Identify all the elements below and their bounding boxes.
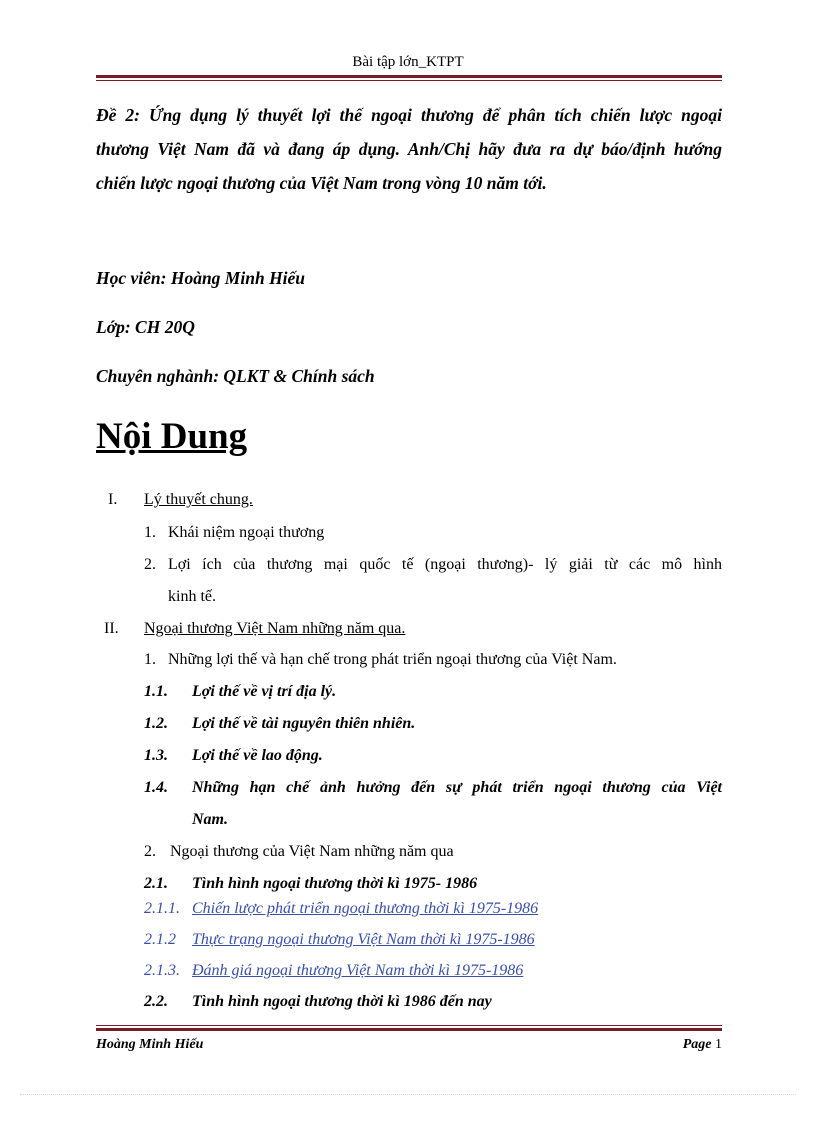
student-name: Học viên: Hoàng Minh Hiếu (96, 268, 306, 288)
assignment-line-3: chiến lược ngoại thương của Việt Nam trong vòng 10 năm tới. (96, 173, 547, 193)
page-number: 1 (715, 1037, 722, 1052)
toc-number: I. (108, 491, 118, 508)
toc-label: Tình hình ngoại thương thời kì 1975- 1986 (192, 875, 478, 892)
toc-label: Lợi thế về tài nguyên thiên nhiên. (192, 715, 416, 732)
toc-number: II. (104, 620, 119, 637)
toc-number: 1. (144, 524, 156, 541)
page-bottom-divider (20, 1094, 796, 1095)
toc-label: Những hạn chế ảnh hưởng đến sự phát triển ngoại thương của Việt (192, 779, 722, 796)
toc-label: Lợi thế về vị trí địa lý. (192, 683, 337, 700)
toc-number: 1.2. (144, 715, 168, 732)
footer-rule (96, 1025, 722, 1031)
toc-number: 2.1.3. (144, 962, 180, 979)
toc-label-continuation: kinh tế. (168, 588, 216, 605)
assignment-title (96, 98, 722, 200)
toc-number: 2.1.1. (144, 900, 180, 917)
footer-author: Hoàng Minh Hiếu (96, 1037, 204, 1052)
toc-number: 2.1.2 (144, 931, 176, 948)
toc-label: Ngoại thương Việt Nam những năm qua. (144, 620, 406, 637)
student-class: Lớp: CH 20Q (96, 317, 195, 337)
student-major: Chuyên nghành: QLKT & Chính sách (96, 366, 375, 386)
toc-label: Ngoại thương của Việt Nam những năm qua (170, 843, 454, 860)
toc-number: 2. (144, 556, 156, 573)
toc-label: Lý thuyết chung. (144, 491, 253, 508)
toc-label: Tình hình ngoại thương thời kì 1986 đến nay (192, 993, 492, 1010)
header-rule (96, 75, 722, 81)
toc-number: 1.3. (144, 747, 168, 764)
footer-page (683, 1037, 722, 1053)
toc-link-label[interactable]: Chiến lược phát triển ngoại thương thời kì 1975-1986 (192, 900, 539, 917)
toc-link-label[interactable]: Thực trạng ngoại thương Việt Nam thời kì 1975-1986 (192, 931, 535, 948)
toc-label-continuation: Nam. (192, 811, 228, 828)
toc-number: 1.1. (144, 683, 168, 700)
page-label: Page (682, 1037, 712, 1052)
toc-number: 2.2. (144, 993, 168, 1010)
toc-number: 1.4. (144, 779, 168, 796)
assignment-line-2: thương Việt Nam đã và đang áp dụng. Anh/Chị hãy đưa ra dự báo/định hướng (96, 139, 722, 159)
assignment-line-1: Đề 2: Ứng dụng lý thuyết lợi thế ngoại thương để phân tích chiến lược ngoại (96, 105, 722, 125)
toc-label: Lợi ích của thương mại quốc tế (ngoại thương)- lý giải từ các mô hình (168, 556, 722, 573)
header-title: Bài tập lớn_KTPT (352, 54, 464, 70)
toc-number: 2. (144, 843, 156, 860)
toc-label: Những lợi thế và hạn chế trong phát triển ngoại thương của Việt Nam. (168, 651, 617, 668)
toc-link-label[interactable]: Đánh giá ngoại thương Việt Nam thời kì 1975-1986 (192, 962, 524, 979)
toc-number: 2.1. (144, 875, 168, 892)
toc-number: 1. (144, 651, 156, 668)
section-title: Nội Dung (96, 416, 248, 457)
toc-label: Lợi thế về lao động. (192, 747, 323, 764)
toc-label: Khái niệm ngoại thương (168, 524, 325, 541)
